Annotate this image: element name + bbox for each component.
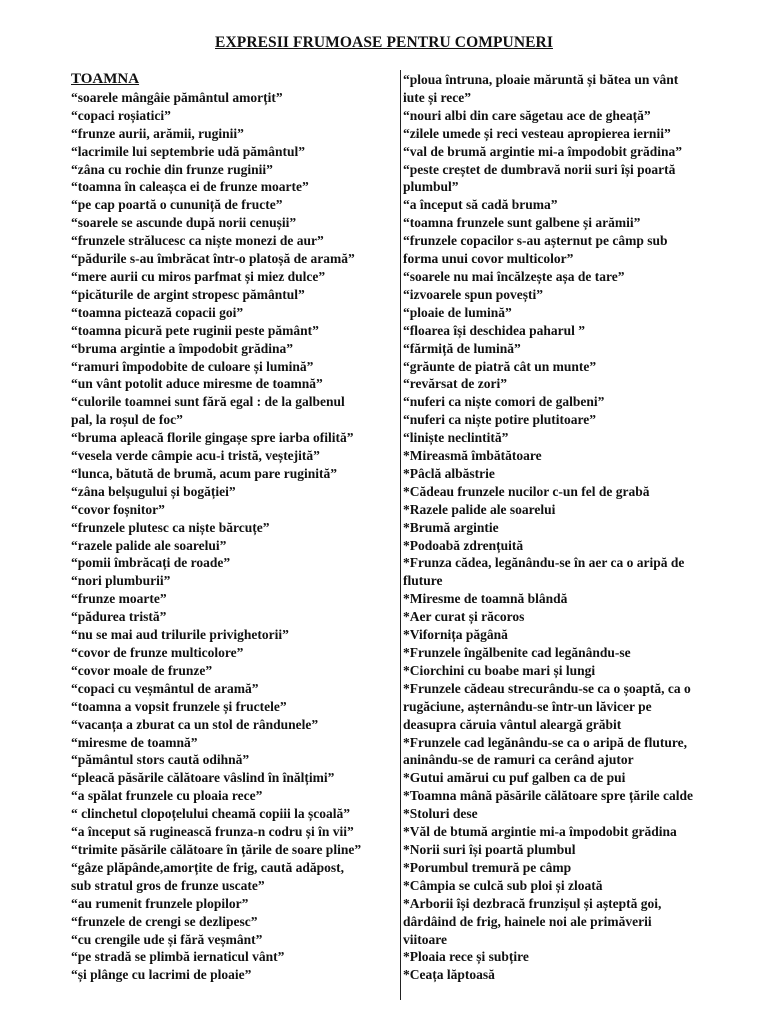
expression-line: fluture <box>403 573 443 589</box>
expression-line: “covor de frunze multicolore” <box>71 645 244 660</box>
expression-line: “lacrimile lui septembrie udă pământul” <box>71 143 305 159</box>
expression-line: *Văl de btumă argintie mi-a împodobit grădina <box>403 824 677 840</box>
expression-line: *Ceața lăptoasă <box>403 967 495 983</box>
expression-line: “trimite păsările călătoare în țările de soare pline” <box>71 841 362 857</box>
expression-line: “liniște neclintită” <box>403 430 509 446</box>
expression-line: rugăciune, așternându-se într-un lăvicer pe <box>403 698 652 714</box>
expression-line: “pleacă păsările călătoare vâslind în înălțimi” <box>71 770 335 786</box>
expression-line: “razele palide ale soarelui” <box>71 537 227 553</box>
expression-line: “frunzele de crengi se dezlipesc” <box>71 913 258 929</box>
expression-line: “au rumenit frunzele plopilor” <box>71 895 249 911</box>
expression-line: “toamna picură pete ruginii peste pământ” <box>71 322 319 338</box>
expression-line: “a început să cadă bruma” <box>403 197 558 213</box>
expression-line: *Porumbul tremură pe câmp <box>403 859 572 875</box>
expression-line: pal, la roșul de foc” <box>71 412 183 428</box>
expression-line: “zâna cu rochie din frunze ruginii” <box>71 161 273 177</box>
expression-line: “și plânge cu lacrimi de ploaie” <box>71 967 252 983</box>
expression-line: “miresme de toamnă” <box>71 734 198 750</box>
section-heading: TOAMNA <box>71 71 140 87</box>
expression-line: “peste creștet de dumbravă norii suri își poartă <box>403 161 676 177</box>
expression-line: “vesela verde câmpie acu-i tristă, veștejită” <box>71 448 320 464</box>
expression-line: “zilele umede și reci vesteau apropierea iernii” <box>403 125 671 141</box>
expression-line: *Gutui amărui cu puf galben ca de pui <box>403 770 626 786</box>
expression-line: *Frunzele cădeau strecurându-se ca o șoaptă, ca o <box>403 680 691 696</box>
expression-line: “frunzele plutesc ca niște bărcuțe” <box>71 519 270 535</box>
expression-line: *Cădeau frunzele nucilor c-un fel de grabă <box>403 483 650 499</box>
expression-line: *Mireasmă îmbătătoare <box>403 448 542 464</box>
expression-line: *Aer curat și răcoros <box>403 609 525 625</box>
right-column <box>403 71 748 984</box>
expression-line: “gâze plăpânde,amorțite de frig, caută adăpost, <box>71 859 344 875</box>
expression-line: “floarea își deschidea paharul ” <box>403 322 586 338</box>
expression-line: “pe stradă se plimbă iernaticul vânt” <box>71 949 285 965</box>
column-divider <box>400 70 401 1000</box>
expression-line: *Frunza cădea, legănându-se în aer ca o aripă de <box>403 555 685 571</box>
expression-line: “grăunte de piatră cât un munte” <box>403 358 597 374</box>
expression-line: *Podoabă zdrențuită <box>403 537 524 553</box>
expression-line: “soarele se ascunde după norii cenușii” <box>71 215 297 231</box>
expression-line: *Razele palide ale soarelui <box>403 501 556 517</box>
expression-line: “covor foșnitor” <box>71 501 165 517</box>
page-title: EXPRESII FRUMOASE PENTRU COMPUNERI <box>215 34 553 51</box>
left-column <box>71 71 397 984</box>
expression-line: “toamna frunzele sunt galbene și arămii” <box>403 215 641 231</box>
expression-line: “fărmiță de lumină” <box>403 340 521 356</box>
expression-line: “cu crengile ude și fără veșmânt” <box>71 931 263 947</box>
expression-line: “pădurile s-au îmbrăcat într-o platoșă de aramă” <box>71 251 355 267</box>
expression-line: “revărsat de zori” <box>403 376 507 392</box>
expression-line: “toamna în caleașca ei de frunze moarte” <box>71 179 309 195</box>
expression-line: *Pâclă albăstrie <box>403 465 495 481</box>
expression-line: “ploaie de lumină” <box>403 304 512 320</box>
expression-line: “ploua întruna, ploaie măruntă și bătea un vânt <box>403 72 679 87</box>
expression-line: “copaci cu veșmântul de aramă” <box>71 680 259 696</box>
expression-line: “nouri albi din care săgetau ace de gheață” <box>403 107 651 123</box>
expression-line: *Ciorchini cu boabe mari și lungi <box>403 662 596 678</box>
expression-line: *Arborii își dezbracă frunzișul și așteptă goi, <box>403 895 662 911</box>
expression-line: *Vifornița păgână <box>403 627 508 643</box>
expression-line: viitoare <box>403 931 447 947</box>
expression-line: dârdâind de frig, hainele noi ale primăverii <box>403 913 652 929</box>
expression-line: “ramuri împodobite de culoare și lumină” <box>71 358 314 374</box>
expression-line: “un vânt potolit aduce miresme de toamnă” <box>71 376 323 392</box>
expression-line: “frunze moarte” <box>71 591 167 607</box>
expression-line: “bruma argintie a împodobit grădina” <box>71 340 294 356</box>
expression-line: *Ploaia rece și subțire <box>403 949 529 965</box>
expression-line: “nori plumburii” <box>71 573 171 589</box>
expression-line: *Frunzele cad legănându-se ca o aripă de fluture, <box>403 734 687 750</box>
expression-line: “toamna a vopsit frunzele și fructele” <box>71 698 287 714</box>
expression-line: “lunca, bătută de brumă, acum pare ruginită” <box>71 465 338 481</box>
expression-line: “soarele mângâie pământul amorțit” <box>71 89 283 105</box>
expression-line: “covor moale de frunze” <box>71 662 213 678</box>
expression-line: “toamna pictează copacii goi” <box>71 304 244 320</box>
expression-line: “frunzele copacilor s-au așternut pe câmp sub <box>403 233 668 249</box>
expression-line: “picăturile de argint stropesc pământul” <box>71 286 305 302</box>
expression-line: sub stratul gros de frunze uscate” <box>71 877 265 893</box>
expression-line: “soarele nu mai încălzește așa de tare” <box>403 268 625 284</box>
expression-line: “nuferi ca niște potire plutitoare” <box>403 412 596 428</box>
expression-line: “val de brumă argintie mi-a împodobit grădina” <box>403 143 683 159</box>
expression-line: “zâna belșugului și bogăției” <box>71 483 236 499</box>
expression-line: *Brumă argintie <box>403 519 499 535</box>
expression-line: “frunze aurii, arămii, ruginii” <box>71 125 244 141</box>
expression-line: “a început să ruginească frunza-n codru și în vii” <box>71 824 354 840</box>
expression-line: “pădurea tristă” <box>71 609 167 625</box>
expression-line: aninându-se de ramuri ca cerând ajutor <box>403 752 634 768</box>
expression-line: “bruma apleacă florile gingașe spre iarba ofilită” <box>71 430 354 446</box>
expression-line: “mere aurii cu miros parfmat și miez dulce” <box>71 268 326 284</box>
expression-line: “pomii îmbrăcați de roade” <box>71 555 231 571</box>
expression-line: plumbul” <box>403 179 459 195</box>
expression-line: *Norii suri își poartă plumbul <box>403 841 576 857</box>
expression-line: “ clinchetul clopoțelului cheamă copiii la școală” <box>71 806 350 822</box>
expression-line: *Miresme de toamnă blândă <box>403 591 568 607</box>
expression-line: *Frunzele îngălbenite cad legănându-se <box>403 645 631 660</box>
expression-line: “nu se mai aud trilurile privighetorii” <box>71 627 289 643</box>
expression-line: “frunzele strălucesc ca niște monezi de aur” <box>71 233 324 249</box>
expression-line: “izvoarele spun povești” <box>403 286 544 302</box>
expression-line: deasupra căruia vântul aleargă grăbit <box>403 716 622 732</box>
expression-line: “culorile toamnei sunt fără egal : de la galbenul <box>71 394 345 410</box>
expression-line: “copaci roșiatici” <box>71 107 171 123</box>
expression-line: forma unui covor multicolor” <box>403 251 574 267</box>
expression-line: “nuferi ca niște comori de galbeni” <box>403 394 605 410</box>
expression-line: “a spălat frunzele cu ploaia rece” <box>71 788 263 804</box>
expression-line: “pământul stors caută odihnă” <box>71 752 250 768</box>
expression-line: “pe cap poartă o cununiță de fructe” <box>71 197 283 213</box>
expression-line: “vacanța a zburat ca un stol de rândunele” <box>71 716 319 732</box>
expression-line: *Toamna mână păsările călătoare spre țările calde <box>403 788 693 804</box>
expression-line: *Stoluri dese <box>403 806 478 822</box>
expression-line: iute și rece” <box>403 89 471 105</box>
expression-line: *Câmpia se culcă sub ploi și zloată <box>403 877 603 893</box>
